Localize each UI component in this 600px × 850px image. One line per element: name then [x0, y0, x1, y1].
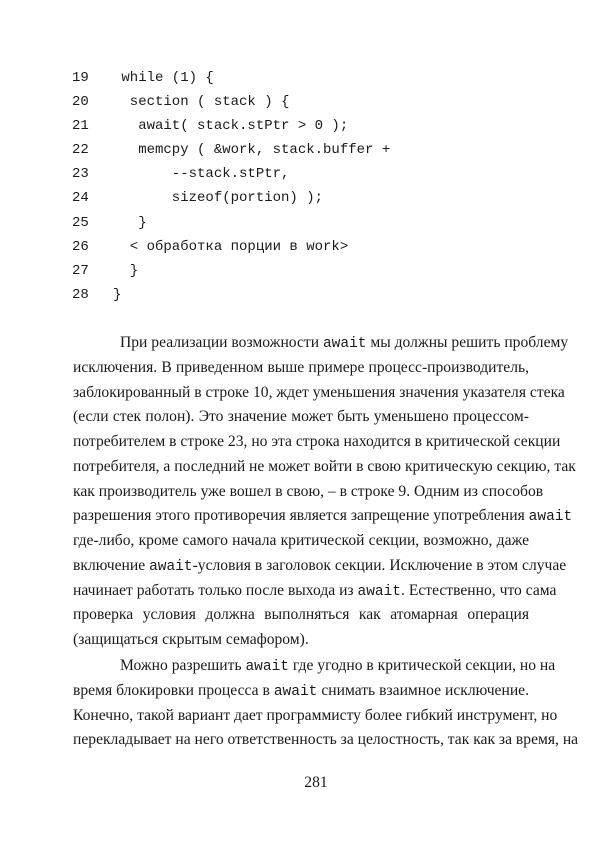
- code-text: }: [113, 286, 122, 303]
- line-number: 26: [72, 238, 89, 255]
- text-line: [73, 331, 569, 356]
- inline-code: await: [322, 336, 367, 352]
- text-segment: где угодно в критической секции, но на: [289, 657, 556, 674]
- page-number: 281: [304, 774, 328, 791]
- code-line: [0, 235, 600, 259]
- text-line: [73, 381, 565, 406]
- line-number: 20: [72, 94, 89, 111]
- text-segment: При реализации возможности: [120, 334, 323, 351]
- code-text: < обработка порции в work>: [113, 238, 349, 255]
- text-segment: проверка условия должна выполняться как атомарная операция: [73, 606, 529, 624]
- line-number: 24: [72, 190, 89, 207]
- text-segment: как производитель уже вошел в свою, – в строке 9. Одним из способов: [73, 482, 544, 500]
- code-line: [0, 138, 600, 162]
- text-line: [73, 654, 556, 679]
- text-line: [73, 554, 567, 579]
- text-segment: исключения. В приведенном выше примере процесс-производитель,: [73, 358, 529, 376]
- text-segment: время блокировки процесса в: [73, 681, 274, 699]
- text-segment: заблокированный в строке 10, ждет уменьшения значения указателя стека: [73, 383, 565, 401]
- code-text: }: [113, 262, 139, 279]
- inline-code: await: [149, 558, 193, 575]
- code-text: sizeof(portion) );: [113, 190, 324, 207]
- code-text: }: [113, 214, 147, 231]
- paragraph-1: [73, 331, 576, 653]
- line-number: 21: [72, 118, 89, 135]
- text-segment: включение: [73, 556, 150, 574]
- code-line: [0, 186, 600, 210]
- line-number: 27: [72, 262, 89, 279]
- inline-code: await: [273, 683, 318, 700]
- text-segment: потребителем в строке 23, но эта строка находится в критической секции: [73, 433, 561, 450]
- text-line: [73, 405, 529, 430]
- text-segment: где-либо, кроме самого начала критической секции, возможно, даже: [73, 532, 529, 549]
- text-segment: снимать взаимное исключение.: [317, 681, 529, 699]
- text-segment: мы должны решить проблему: [366, 334, 569, 351]
- text-line: [73, 579, 557, 604]
- text-line: [73, 704, 558, 729]
- text-segment: (если стек полон). Это значение может быть уменьшено процессом-: [73, 408, 529, 426]
- code-line: [0, 114, 600, 138]
- text-line: [73, 480, 544, 505]
- code-text: await( stack.stPtr > 0 );: [113, 118, 349, 135]
- code-text: while (1) {: [113, 70, 214, 86]
- text-line: [73, 628, 529, 653]
- text-segment: (защищаться скрытым семафором).: [73, 631, 309, 648]
- code-line: [0, 90, 600, 114]
- inline-code: await: [245, 659, 289, 675]
- code-listing: [0, 66, 600, 307]
- code-line: [0, 162, 600, 186]
- code-text: --stack.stPtr,: [113, 166, 290, 183]
- paragraph-2: [73, 654, 579, 753]
- line-number: 28: [72, 286, 89, 303]
- text-line: [73, 504, 573, 529]
- line-number: 19: [72, 70, 89, 86]
- inline-code: await: [528, 509, 573, 526]
- line-number: 23: [72, 166, 89, 183]
- text-segment: -условия в заголовок секции. Исключение в этом случае: [192, 556, 567, 574]
- text-segment: Конечно, такой вариант дает программисту более гибкий инструмент, но: [73, 706, 558, 724]
- code-line: [0, 283, 600, 307]
- text-segment: Можно разрешить: [120, 657, 246, 674]
- text-segment: начинает работать только после выхода из: [73, 581, 358, 599]
- text-line: [73, 356, 529, 381]
- text-line: [73, 603, 529, 628]
- line-number: 25: [72, 214, 89, 231]
- line-number: 22: [72, 142, 89, 159]
- code-text: section ( stack ) {: [113, 94, 290, 111]
- code-text: memcpy ( &work, stack.buffer +: [113, 142, 391, 159]
- code-line: [0, 259, 600, 283]
- text-line: [73, 430, 561, 455]
- text-segment: разрешения этого противоречия является запрещение употребления: [73, 507, 529, 525]
- text-line: [73, 728, 579, 753]
- code-line: [0, 211, 600, 235]
- text-line: [73, 679, 529, 704]
- text-segment: потребителя, а последний не может войти в свою критическую секцию, так: [73, 457, 576, 475]
- text-line: [73, 529, 529, 554]
- text-segment: перекладывает на него ответственность за целостность, так как за время, на: [73, 731, 579, 749]
- text-line: [73, 455, 576, 480]
- text-segment: . Естественно, что сама: [401, 581, 557, 599]
- code-line: [0, 66, 600, 90]
- inline-code: await: [357, 583, 402, 600]
